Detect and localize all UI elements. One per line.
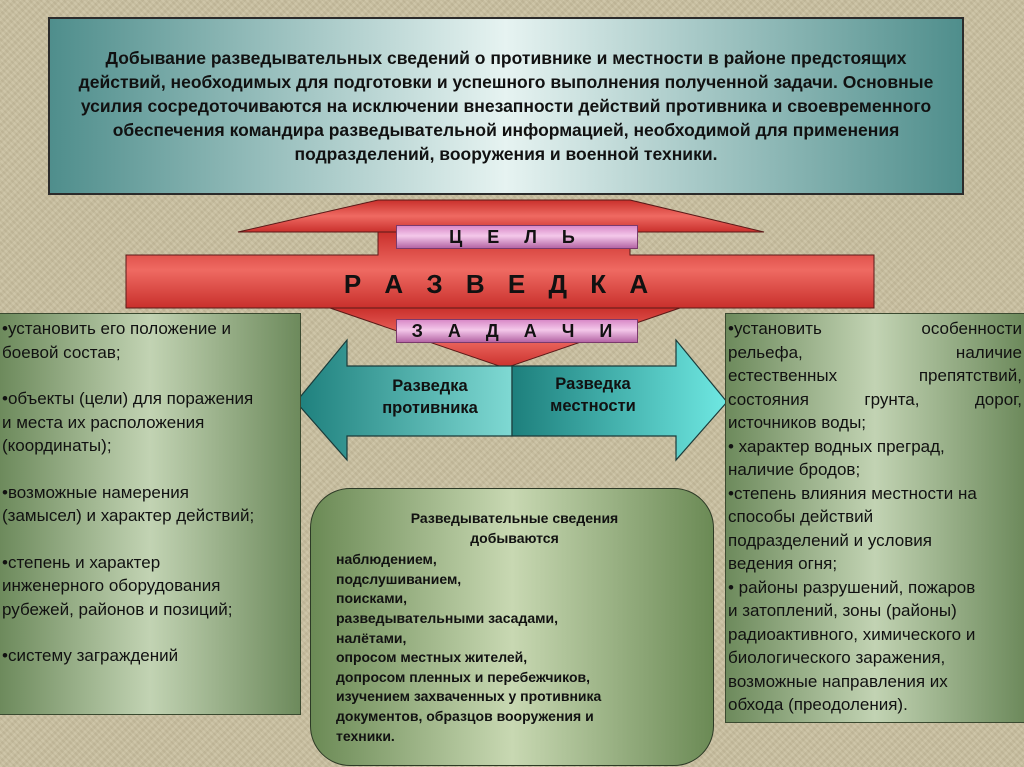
list-item: [2, 644, 296, 668]
list-item-line: возможные направления их: [728, 671, 948, 691]
methods-title: [336, 509, 693, 548]
tasks-label-bar: [396, 319, 638, 343]
list-item-line: •степень и характер: [2, 552, 161, 572]
list-item-line: способы действий: [728, 507, 874, 526]
terrain-tasks-panel: [725, 313, 1024, 723]
left-arrow-label: [345, 375, 515, 419]
goal-label: Ц Е Л Ь: [449, 227, 585, 247]
list-item: опросом местных жителей,: [336, 649, 528, 666]
list-item-line: естественных препятствий,: [728, 366, 1022, 385]
list-item-line: •объекты (цели) для поражения: [2, 389, 254, 408]
enemy-tasks-panel: [0, 313, 301, 715]
list-item-line: (замысел) и характер действий;: [2, 506, 255, 525]
header-text: Добывание разведывательных сведений о противнике и местности в районе предстоящих действий, необходимых для подготовки и успешного выполнения полученной задачи. Основные усилия сосредоточиваются на исключении внезапности действий противника и своевременного обеспечения командира разведывательной информацией, необходимой для применения подразделений, вооружения и военной техники.: [78, 48, 934, 164]
list-item: налётами,: [336, 629, 407, 646]
list-item-line: биологического заражения,: [728, 648, 946, 667]
list-item-line: состояния грунта, дорог,: [728, 389, 1022, 409]
list-item-line: • районы разрушений, пожаров: [728, 577, 976, 597]
list-item-line: •степень влияния местности на: [728, 483, 977, 503]
list-item-line: источников воды;: [728, 413, 867, 432]
list-item-line: • характер водных преград,: [728, 436, 945, 456]
list-item: техники.: [336, 727, 395, 744]
list-item: наблюдением,: [336, 551, 437, 568]
list-item-line: подразделений и условия: [728, 530, 932, 550]
methods-title-line: Разведывательные сведения: [410, 510, 619, 526]
list-item: [2, 387, 296, 458]
list-item: разведывательными засадами,: [336, 609, 558, 626]
list-item-line: и места их расположения: [2, 412, 205, 432]
list-item-line: ведения огня;: [728, 554, 838, 573]
list-item-line: обхода (преодоления).: [728, 695, 908, 714]
left-arrow-line-1: Разведка: [392, 377, 468, 395]
right-arrow-line-2: местности: [550, 397, 636, 415]
list-item-line: боевой состав;: [2, 342, 121, 362]
main-label: Р А З В Е Д К А: [343, 268, 657, 299]
list-item: [2, 481, 296, 528]
list-item: поисками,: [336, 590, 408, 607]
list-item: [2, 317, 296, 364]
right-arrow-line-1: Разведка: [555, 375, 631, 393]
list-item-line: наличие бродов;: [728, 460, 861, 479]
methods-list: [336, 550, 693, 746]
list-item: [2, 551, 296, 622]
main-label-container: [126, 262, 874, 306]
list-item-line: рельефа, наличие: [728, 342, 1022, 362]
list-item: допросом пленных и перебежчиков,: [336, 668, 591, 685]
list-item: изучением захваченных у противника: [336, 688, 602, 705]
list-item-line: •установить особенности: [728, 319, 1022, 338]
list-item-line: рубежей, районов и позиций;: [2, 599, 233, 619]
list-item-line: •систему заграждений: [2, 646, 179, 665]
list-item-line: инженерного оборудования: [2, 576, 221, 595]
right-arrow-label: [512, 373, 674, 417]
list-item: подслушиванием,: [336, 570, 462, 587]
list-item-line: (координаты);: [2, 436, 112, 455]
list-item: документов, образцов вооружения и: [336, 707, 594, 724]
left-arrow-line-2: противника: [382, 399, 478, 417]
list-item-line: •возможные намерения: [2, 482, 189, 502]
list-item-line: и затоплений, зоны (районы): [728, 601, 957, 620]
list-item-line: •установить его положение и: [2, 319, 232, 338]
tasks-label: З А Д А Ч И: [411, 321, 623, 341]
goal-label-bar: [396, 225, 638, 249]
methods-title-line: добываются: [470, 529, 559, 546]
list-item-line: радиоактивного, химического и: [728, 624, 976, 644]
methods-box: [310, 488, 714, 766]
